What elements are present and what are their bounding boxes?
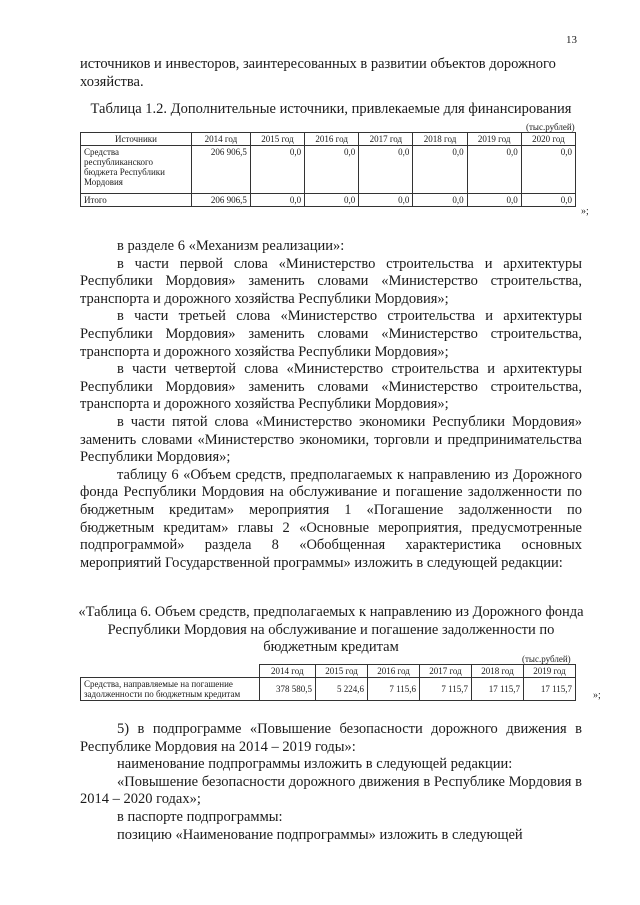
paragraph: в части первой слова «Министерство строительства и архитектуры Республики Мордовия» заменить словами «Министерство строительства, транспорта и дорожного хозяйства Республики Мордовия»; (80, 255, 582, 307)
table-cell: 0,0 (250, 194, 304, 207)
table-header-cell: 2016 год (368, 665, 420, 678)
paragraph: в части четвертой слова «Министерство строительства и архитектуры Республики Мордовия» заменить словами «Министерство строительства, транспорта и дорожного хозяйства Республики Мордовия»; (80, 361, 582, 413)
paragraph: таблицу 6 «Объем средств, предполагаемых к направлению из Дорожного фонда Республики Мордовия на обслуживание и погашение задолженности по бюджетным кредитам» мероприятия 1 «Погашение задолженности по бюджетным кредитам» главы 2 «Основные мероприятия, предусмотренные подпрограммой» раздела 8 «Обобщенная характеристика основных мероприятий Государственной программы» изложить в следующей редакции: (80, 466, 582, 571)
table-cell: 0,0 (521, 146, 575, 194)
intro-line: источников и инвесторов, заинтересованных в развитии объектов дорожного (80, 56, 556, 72)
table-cell: 206 906,5 (192, 194, 251, 207)
table6-title: «Таблица 6. Объем средств, предполагаемых к направлению из Дорожного фонда Республики Мордовия на обслуживание и погашение задолженности по бюджетным кредитам (78, 604, 584, 656)
table-header-row (81, 133, 576, 146)
table-cell: 0,0 (467, 146, 521, 194)
table1-closing: »; (581, 206, 589, 217)
table6-units: (тыс.рублей) (522, 654, 571, 664)
table-cell: 0,0 (305, 194, 359, 207)
table-row-label: Средства республиканского бюджета Республики Мордовия (81, 146, 192, 194)
paragraph: в паспорте подпрограммы: (117, 808, 283, 825)
paragraph: в части третьей слова «Министерство строительства и архитектуры Республики Мордовия» заменить словами «Министерство строительства, транспорта и дорожного хозяйства Республики Мордовия»; (80, 308, 582, 360)
table-header-cell: 2014 год (192, 133, 251, 146)
table-cell: 0,0 (359, 194, 413, 207)
table-header-cell: 2017 год (420, 665, 472, 678)
table-total-row (81, 194, 576, 207)
table1 (80, 132, 576, 207)
table-cell: 0,0 (413, 194, 467, 207)
table-header-row (81, 665, 576, 678)
table-header-cell: 2019 год (467, 133, 521, 146)
paragraph: в части пятой слова «Министерство экономики Республики Мордовия» заменить словами «Министерство экономики, торговли и предпринимательства Республики Мордовия»; (80, 413, 582, 466)
table6-closing: »; (593, 690, 601, 701)
table-cell: 0,0 (413, 146, 467, 194)
table-header-cell: 2014 год (259, 665, 316, 678)
table-header-cell: 2018 год (413, 133, 467, 146)
table-cell: 206 906,5 (192, 146, 251, 194)
table-cell: 0,0 (305, 146, 359, 194)
table-header-cell: Источники (81, 133, 192, 146)
table-row-label: Итого (81, 194, 192, 207)
table-cell: 5 224,6 (316, 678, 368, 701)
paragraph: наименование подпрограммы изложить в следующей редакции: (117, 756, 513, 773)
table1-title: Таблица 1.2. Дополнительные источники, привлекаемые для финансирования (90, 101, 572, 117)
table-cell: 7 115,7 (420, 678, 472, 701)
table-header-cell: 2020 год (521, 133, 575, 146)
table-cell: 0,0 (521, 194, 575, 207)
table-header-cell: 2015 год (250, 133, 304, 146)
table-cell: 17 115,7 (523, 678, 575, 701)
table-cell: 0,0 (250, 146, 304, 194)
page-number: 13 (566, 34, 577, 46)
paragraph: в разделе 6 «Механизм реализации»: (117, 238, 345, 254)
table-header-cell: 2015 год (316, 665, 368, 678)
table-row (81, 146, 576, 194)
intro-line: хозяйства. (80, 73, 144, 90)
table-cell: 7 115,6 (368, 678, 420, 701)
table1-units: (тыс.рублей) (526, 122, 575, 132)
intro-text (80, 56, 582, 91)
amendment-text (80, 238, 582, 572)
subprogram-text (80, 721, 582, 844)
table-cell: 378 580,5 (259, 678, 316, 701)
table-header-cell (81, 665, 260, 678)
table-header-cell: 2018 год (471, 665, 523, 678)
table-row (81, 678, 576, 701)
table-cell: 0,0 (467, 194, 521, 207)
paragraph: позицию «Наименование подпрограммы» изложить в следующей (117, 826, 523, 843)
table-cell: 0,0 (359, 146, 413, 194)
paragraph: «Повышение безопасности дорожного движения в Республике Мордовия в 2014 – 2020 годах»; (80, 773, 582, 808)
table-header-cell: 2019 год (523, 665, 575, 678)
table-header-cell: 2017 год (359, 133, 413, 146)
table6 (80, 664, 576, 701)
table-cell: 17 115,7 (471, 678, 523, 701)
table-header-cell: 2016 год (305, 133, 359, 146)
table-row-label: Средства, направляемые на погашение задолженности по бюджетным кредитам (81, 678, 260, 701)
paragraph: 5) в подпрограмме «Повышение безопасности дорожного движения в Республике Мордовия на 2014 – 2019 годы»: (80, 721, 582, 755)
